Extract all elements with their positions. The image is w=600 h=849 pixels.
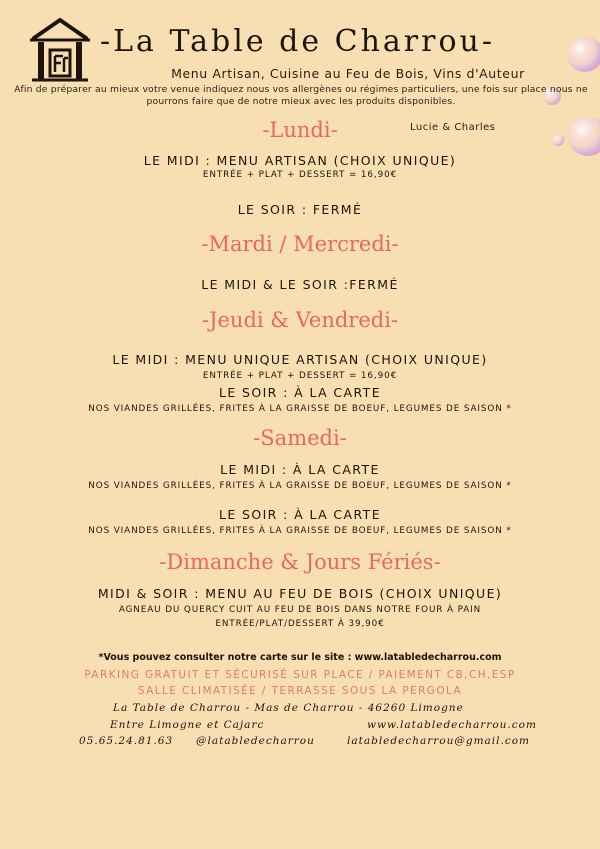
samedi-midi-detail: NOS VIANDES GRILLÉES, FRITES À LA GRAISSE DE BOEUF, LEGUMES DE SAISON *: [88, 481, 512, 491]
allergy-notice: Afin de préparer au mieux votre venue indiquez nous vos allergènes ou régimes particuliers, une fois sur place nous ne pourrons faire que de notre mieux avec les produits disponibles.: [14, 84, 588, 107]
location: Entre Limogne et Cajarc: [110, 719, 265, 731]
lundi-soir: LE SOIR : FERMÉ: [237, 202, 363, 217]
lundi-midi: LE MIDI : MENU ARTISAN (CHOIX UNIQUE): [143, 153, 457, 168]
website-link[interactable]: www.latabledecharrou.com: [367, 719, 537, 731]
day-title-dimanche: -Dimanche & Jours Fériés-: [159, 550, 441, 574]
day-title-samedi: -Samedi-: [253, 426, 347, 450]
restaurant-title: -La Table de Charrou-: [100, 24, 495, 59]
day-title-mardi-mercredi: -Mardi / Mercredi-: [201, 232, 399, 256]
jeudi-midi-detail: ENTRÉE + PLAT + DESSERT = 16,90€: [202, 371, 398, 381]
instagram-handle[interactable]: @latabledecharrou: [196, 735, 315, 747]
mardi-mercredi-closed: LE MIDI & LE SOIR :FERMÉ: [201, 277, 399, 292]
samedi-soir-detail: NOS VIANDES GRILLÉES, FRITES À LA GRAISSE DE BOEUF, LEGUMES DE SAISON *: [88, 526, 512, 536]
jeudi-midi: LE MIDI : MENU UNIQUE ARTISAN (CHOIX UNIQUE): [112, 352, 488, 367]
samedi-soir: LE SOIR : À LA CARTE: [218, 507, 382, 522]
website-note: *Vous pouvez consulter notre carte sur le site : www.latabledecharrou.com: [98, 652, 502, 663]
services-line-1: PARKING GRATUIT ET SÉCURISÉ SUR PLACE / PAIEMENT CB,CH,ESP: [84, 669, 516, 681]
email-address[interactable]: latabledecharrou@gmail.com: [347, 735, 531, 747]
dimanche-detail: AGNEAU DU QUERCY CUIT AU FEU DE BOIS DANS NOTRE FOUR À PAIN: [118, 605, 482, 615]
house-logo-icon: [28, 14, 92, 84]
owners-signature: Lucie & Charles: [410, 122, 496, 133]
day-title-jeudi-vendredi: -Jeudi & Vendredi-: [201, 308, 399, 332]
jeudi-soir-detail: NOS VIANDES GRILLÉES, FRITES À LA GRAISSE DE BOEUF, LEGUMES DE SAISON *: [88, 404, 512, 414]
jeudi-soir: LE SOIR : À LA CARTE: [218, 385, 382, 400]
services-line-2: SALLE CLIMATISÉE / TERRASSE SOUS LA PERGOLA: [137, 685, 463, 697]
day-title-lundi: -Lundi-: [262, 118, 338, 142]
address: La Table de Charrou - Mas de Charrou - 46260 Limogne: [113, 702, 464, 714]
dimanche-price: ENTRÉE/PLAT/DESSERT À 39,90€: [215, 619, 385, 629]
dimanche-menu: MIDI & SOIR : MENU AU FEU DE BOIS (CHOIX UNIQUE): [97, 586, 503, 601]
phone-number[interactable]: 05.65.24.81.63: [79, 735, 174, 747]
samedi-midi: LE MIDI : À LA CARTE: [220, 462, 380, 477]
lundi-midi-detail: ENTRÉE + PLAT + DESSERT = 16,90€: [202, 170, 398, 180]
restaurant-subtitle: Menu Artisan, Cuisine au Feu de Bois, Vins d'Auteur: [171, 66, 525, 81]
